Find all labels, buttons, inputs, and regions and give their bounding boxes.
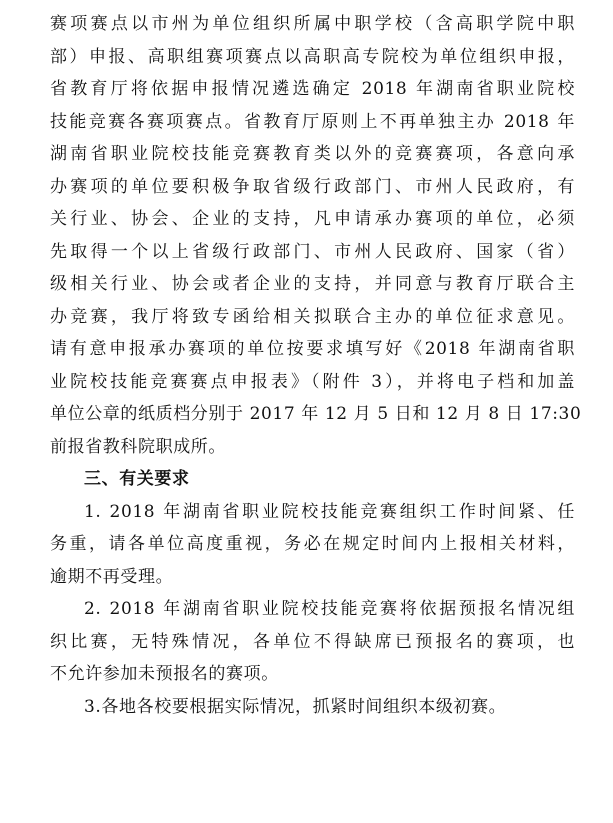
text-line: 办竞赛，我厅将致专函给相关拟联合主办的单位征求意见。 bbox=[50, 306, 575, 327]
section-heading: 三、有关要求 bbox=[84, 469, 190, 489]
text-line: 关行业、协会、企业的支持，凡申请承办赛项的单位，必须 bbox=[50, 209, 575, 229]
text-line: 赛项赛点以市州为单位组织所属中职学校（含高职学院中职 bbox=[50, 14, 575, 34]
text-line: 逾期不再受理。 bbox=[50, 566, 174, 587]
text-line: 业院校技能竞赛赛点申报表》（附件 3），并将电子档和加盖 bbox=[50, 371, 575, 392]
text-line: 技能竞赛各赛项赛点。省教育厅原则上不再单独主办 2018 年 bbox=[50, 111, 575, 132]
text-line: 3.各地各校要根据实际情况，抓紧时间组织本级初赛。 bbox=[84, 696, 507, 717]
text-line: 级相关行业、协会或者企业的支持，并同意与教育厅联合主 bbox=[50, 274, 575, 294]
text-line: 湖南省职业院校技能竞赛教育类以外的竞赛赛项，各意向承 bbox=[50, 144, 575, 164]
text-line: 1. 2018 年湖南省职业院校技能竞赛组织工作时间紧、任 bbox=[84, 501, 575, 522]
text-line: 织比赛，无特殊情况，各单位不得缺席已预报名的赛项，也 bbox=[50, 631, 575, 652]
requirement-item-1 bbox=[50, 496, 575, 594]
text-line: 单位公章的纸质档分别于 2017 年 12 月 5 日和 12 月 8 日 17:30 bbox=[50, 404, 582, 424]
text-line: 先取得一个以上省级行政部门、市州人民政府、国家（省） bbox=[50, 241, 575, 262]
text-line: 2. 2018 年湖南省职业院校技能竞赛将依据预报名情况组 bbox=[84, 599, 575, 619]
requirement-item-3 bbox=[50, 691, 575, 724]
text-line: 务重，请各单位高度重视，务必在规定时间内上报相关材料， bbox=[50, 534, 575, 554]
text-line: 不允许参加未预报名的赛项。 bbox=[50, 664, 279, 684]
text-line: 部）申报、高职组赛项赛点以高职高专院校为单位组织申报， bbox=[50, 46, 575, 67]
paragraph-application bbox=[50, 8, 582, 463]
text-line: 省教育厅将依据申报情况遴选确定 2018 年湖南省职业院校 bbox=[50, 79, 575, 99]
text-line: 请有意申报承办赛项的单位按要求填写好《2018 年湖南省职 bbox=[50, 339, 575, 359]
text-line: 办赛项的单位要积极争取省级行政部门、市州人民政府，有 bbox=[50, 176, 575, 197]
text-line: 前报省教科院职成所。 bbox=[50, 436, 226, 457]
requirement-item-2 bbox=[50, 593, 575, 691]
